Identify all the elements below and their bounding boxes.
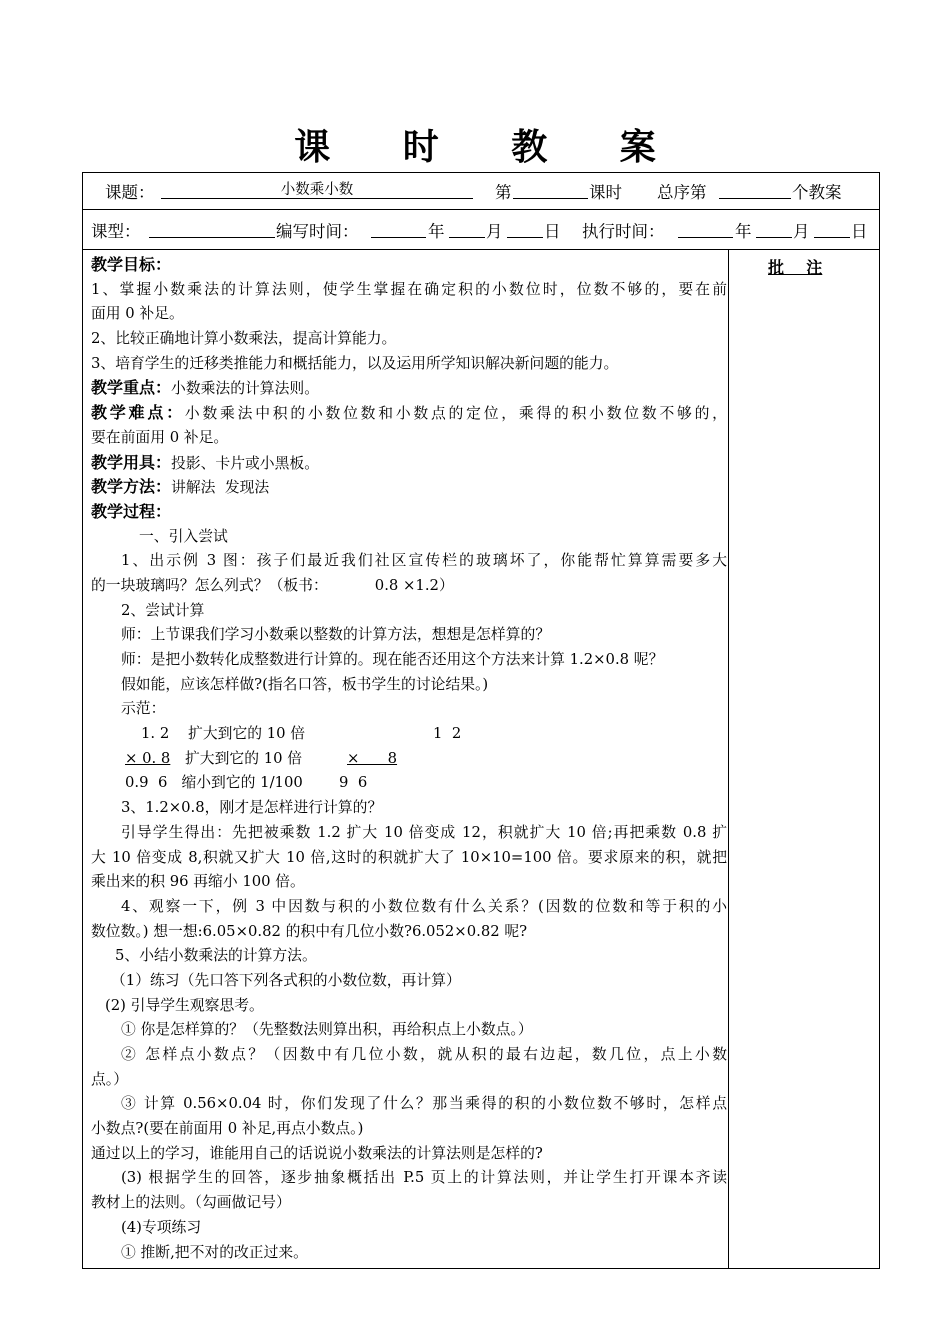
process-p18-line-1: (3) 根据学生的回答，逐步抽象概括出 P.5 页上的计算法则，并让学生打开课本齐读: [121, 1169, 727, 1187]
side-note-heading: 批 注: [768, 258, 823, 277]
demo-line-2: × 0. 8 扩大到它的 10 倍 × 8: [125, 749, 398, 767]
write-day-field[interactable]: [507, 217, 543, 238]
demo-line-1: 1. 2 扩大到它的 10 倍 1 2: [141, 725, 462, 743]
process-p17: 通过以上的学习，谁能用自己的话说说小数乘法的计算法则是怎样的?: [91, 1144, 543, 1162]
type-label: 课型：: [91, 222, 141, 241]
process-p4: 师：上节课我们学习小数乘以整数的计算方法，想想是怎样算的？: [121, 626, 551, 644]
process-p10-line-1: 4、观察一下，例 3 中因数与积的小数位数有什么关系？(因数的位数和等于积的小: [121, 897, 727, 915]
write-year-label: 年: [428, 222, 445, 241]
column-divider: [728, 249, 729, 1269]
goal-3: 3、培育学生的迁移类推能力和概括能力，以及运用所学知识解决新问题的能力。: [91, 354, 619, 372]
exec-month-field[interactable]: [756, 217, 792, 238]
process-p15-line-2: 点。）: [91, 1070, 128, 1088]
topic-value[interactable]: 小数乘小数: [161, 178, 473, 199]
process-p16-line-2: 小数点?(要在前面用 0 补足,再点小数点。): [91, 1120, 364, 1138]
process-p2-line-1: 1、出示例 3 图：孩子们最近我们社区宣传栏的玻璃坏了，你能帮忙算算需要多大: [121, 552, 727, 570]
exec-time-label: 执行时间：: [582, 222, 665, 241]
write-month-field[interactable]: [449, 217, 485, 238]
difficulty-line-2: 要在前面用 0 补足。: [91, 428, 229, 446]
key-point: 教学重点：小数乘法的计算法则。: [91, 378, 319, 398]
exec-year-label: 年: [735, 222, 752, 241]
teaching-tools: 教学用具：投影、卡片或小黑板。: [91, 452, 319, 472]
lesson-content: [91, 253, 727, 1265]
write-month-label: 月: [486, 222, 503, 241]
header-row-type-time: [83, 209, 879, 250]
difficulty-line-1: 教学难点：小数乘法中积的小数位数和小数点的定位，乘得的积小数位数不够的，: [91, 403, 727, 423]
process-p13: (2) 引导学生观察思考。: [105, 996, 264, 1014]
exec-year-field[interactable]: [678, 217, 733, 238]
goal-1-line-2: 面用 0 补足。: [91, 305, 184, 323]
process-p2-line-2: 的一块玻璃吗？怎么列式？（板书： 0.8 ×1.2）: [91, 576, 454, 594]
topic-label: 课题：: [105, 183, 155, 202]
demo-line-3: 0.9 6 缩小到它的 1/100 9 6: [125, 774, 368, 792]
process-p1: 一、引入尝试: [139, 527, 228, 545]
goals-heading: 教学目标：: [91, 255, 172, 274]
lesson-suffix: 课时: [589, 183, 622, 202]
process-p9-line-3: 乘出来的积 96 再缩小 100 倍。: [91, 873, 305, 891]
process-heading: 教学过程：: [91, 501, 172, 521]
process-p19: (4)专项练习: [121, 1218, 202, 1236]
process-p15-line-1: ② 怎样点小数点？（因数中有几位小数，就从积的最右边起，数几位，点上小数: [121, 1046, 727, 1063]
write-day-label: 日: [544, 222, 561, 241]
total-prefix: 总序第: [657, 183, 707, 202]
total-suffix: 个教案: [792, 183, 842, 202]
process-p11: 5、小结小数乘法的计算方法。: [115, 947, 317, 965]
process-p14: ① 你是怎样算的？（先整数法则算出积，再给积点上小数点。）: [121, 1021, 533, 1039]
write-year-field[interactable]: [371, 217, 426, 238]
process-p8: 3、1.2×0.8，刚才是怎样进行计算的？: [121, 799, 383, 817]
process-p6: 假如能，应该怎样做?(指名口答，板书学生的讨论结果。): [121, 675, 489, 693]
write-time-label: 编写时间：: [276, 222, 359, 241]
process-p12: （1）练习（先口答下列各式积的小数位数，再计算）: [111, 971, 461, 989]
exec-day-label: 日: [851, 222, 868, 241]
process-p16-line-1: ③ 计算 0.56×0.04 时，你们发现了什么？那当乘得的积的小数位数不够时，怎样点: [121, 1095, 727, 1113]
lesson-plan-table: [82, 172, 880, 1269]
type-field[interactable]: [149, 217, 275, 238]
process-p10-line-2: 数位数。) 想一想:6.05×0.82 的积中有几位小数?6.052×0.82 呢?: [91, 922, 528, 940]
process-p7: 示范：: [121, 700, 166, 718]
process-p3: 2、尝试计算: [121, 601, 205, 619]
exec-day-field[interactable]: [814, 217, 850, 238]
process-p5: 师：是把小数转化成整数进行计算的。现在能否还用这个方法来计算 1.2×0.8 呢？: [121, 651, 664, 668]
total-number-field[interactable]: [719, 178, 791, 199]
teaching-method: 教学方法：讲解法 发现法: [91, 477, 270, 497]
process-p20: ① 推断,把不对的改正过来。: [121, 1243, 308, 1261]
header-row-topic: [83, 173, 879, 210]
process-p18-line-2: 教材上的法则。（勾画做记号）: [91, 1194, 291, 1212]
goal-1-line-1: 1、掌握小数乘法的计算法则，使学生掌握在确定积的小数位时，位数不够的，要在前: [91, 280, 727, 298]
lesson-number-field[interactable]: [513, 178, 588, 199]
lesson-prefix: 第: [495, 183, 512, 202]
document-title: 课 时 教 案: [294, 127, 686, 168]
goal-2: 2、比较正确地计算小数乘法，提高计算能力。: [91, 330, 397, 348]
process-p9-line-2: 大 10 倍变成 8,积就又扩大 10 倍,这时的积就扩大了 10×10=100 倍。要求原来的积，就把: [91, 848, 727, 866]
exec-month-label: 月: [793, 222, 810, 241]
process-p9-line-1: 引导学生得出：先把被乘数 1.2 扩大 10 倍变成 12，积就扩大 10 倍;再把乘数 0.8 扩: [121, 823, 727, 841]
